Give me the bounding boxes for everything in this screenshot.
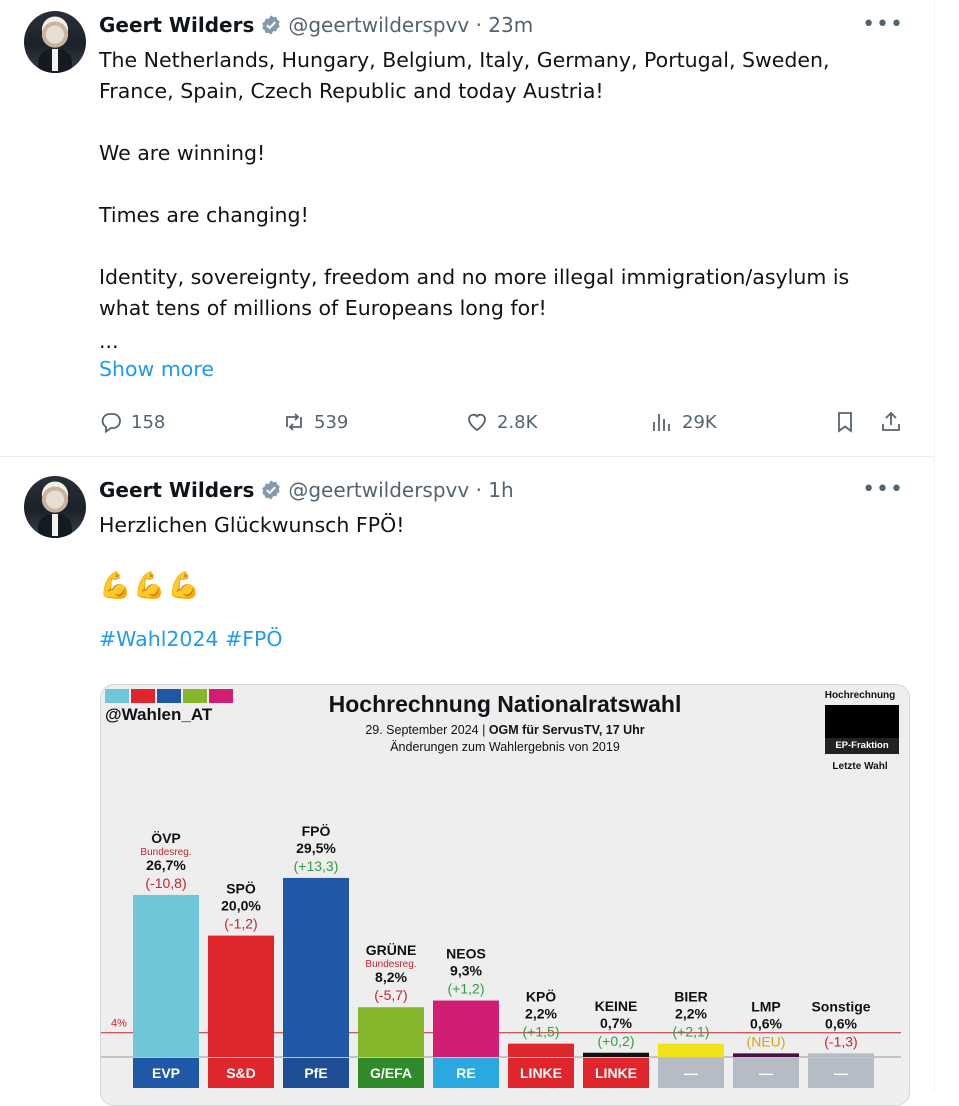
party-label: SPÖ xyxy=(226,880,256,897)
author-handle[interactable]: @geertwilderspvv xyxy=(288,13,470,37)
threshold-label: 4% xyxy=(111,1017,127,1030)
bar xyxy=(283,878,349,1057)
verified-badge-icon xyxy=(260,479,282,501)
tweet-media-chart[interactable] xyxy=(100,684,910,1106)
tweet-paragraph: Herzlichen Glückwunsch FPÖ! xyxy=(99,513,405,537)
avatar[interactable] xyxy=(24,11,86,73)
bar xyxy=(733,1053,799,1057)
view-count: 29K xyxy=(682,411,717,433)
legend-last-election: Letzte Wahl xyxy=(832,761,888,772)
value-label: 8,2% xyxy=(375,969,407,986)
value-label: 2,2% xyxy=(675,1005,707,1022)
more-icon[interactable]: ••• xyxy=(862,12,904,37)
value-label: 9,3% xyxy=(450,962,482,979)
bar xyxy=(808,1053,874,1057)
like-button[interactable] xyxy=(465,404,537,440)
tweet-paragraph: The Netherlands, Hungary, Belgium, Italy, Germany, Portugal, Sweden, France, Spain, Czech Republic and today Austria! xyxy=(99,48,830,103)
change-label: (+1,2) xyxy=(447,980,485,997)
party-label: BIER xyxy=(674,988,708,1005)
value-label: 0,7% xyxy=(600,1014,632,1031)
bookmark-button[interactable] xyxy=(833,404,865,440)
value-label: 0,6% xyxy=(825,1015,857,1032)
value-label: 2,2% xyxy=(525,1005,557,1022)
group-label: RE xyxy=(456,1065,476,1081)
group-label: S&D xyxy=(226,1065,256,1081)
party-label: ÖVP xyxy=(151,829,181,846)
flexed-biceps-emoji: 💪💪💪 xyxy=(99,571,203,601)
change-label: (+2,1) xyxy=(672,1023,710,1040)
share-button[interactable] xyxy=(879,404,911,440)
change-label: (-1,3) xyxy=(824,1033,858,1050)
party-label: LMP xyxy=(751,998,781,1015)
change-label: (-10,8) xyxy=(145,874,187,891)
repost-count: 539 xyxy=(314,411,349,433)
value-label: 20,0% xyxy=(221,897,261,914)
hashtags[interactable]: #Wahl2024 #FPÖ xyxy=(99,627,283,651)
like-count: 2.8K xyxy=(497,411,538,433)
reply-icon xyxy=(99,410,123,434)
change-label: (+1,5) xyxy=(522,1023,560,1040)
bookmark-icon xyxy=(833,410,857,434)
group-label: — xyxy=(684,1065,698,1081)
group-label: PfE xyxy=(304,1065,328,1081)
bar xyxy=(433,1001,499,1057)
chart-note: Änderungen zum Wahlergebnis von 2019 xyxy=(390,740,620,754)
party-label: KPÖ xyxy=(525,988,557,1005)
tweet-actions xyxy=(99,404,909,440)
group-label: — xyxy=(759,1065,773,1081)
tweet-paragraph: Times are changing! xyxy=(99,203,309,227)
chart-title: Hochrechnung Nationalratswahl xyxy=(328,691,682,717)
heart-icon xyxy=(465,410,489,434)
change-label: (NEU) xyxy=(746,1033,786,1050)
party-label: KEINE xyxy=(594,997,638,1014)
tweet-text xyxy=(99,510,879,655)
share-icon xyxy=(879,410,903,434)
bar xyxy=(508,1044,574,1057)
repost-button[interactable] xyxy=(282,404,348,440)
group-label: — xyxy=(834,1065,848,1081)
reply-button[interactable] xyxy=(99,404,165,440)
tweet-paragraph: We are winning! xyxy=(99,141,266,165)
bar xyxy=(358,1007,424,1057)
author-name[interactable]: Geert Wilders xyxy=(99,478,255,502)
tweet-header xyxy=(99,10,533,40)
change-label: (+13,3) xyxy=(293,857,339,874)
change-label: (-5,7) xyxy=(374,987,408,1004)
tweet[interactable] xyxy=(0,0,934,457)
legend-ep-group: EP-Fraktion xyxy=(825,738,899,754)
tweet-paragraph: Identity, sovereignty, freedom and no more illegal immigration/asylum is what tens of millions of Europeans long for! xyxy=(99,265,850,320)
reply-count: 158 xyxy=(131,411,166,433)
more-icon[interactable]: ••• xyxy=(862,477,904,502)
value-label: 0,6% xyxy=(750,1015,782,1032)
group-label: EVP xyxy=(151,1065,181,1081)
bar-chart xyxy=(101,685,909,1105)
tweet-header xyxy=(99,475,514,505)
verified-badge-icon xyxy=(260,14,282,36)
party-label: Sonstige xyxy=(811,998,871,1015)
show-more-link[interactable]: Show more xyxy=(99,357,214,381)
note-label: Bundesreg. xyxy=(140,846,192,858)
change-label: (-1,2) xyxy=(224,915,258,932)
dot-separator: · xyxy=(469,13,489,37)
bar xyxy=(133,895,199,1057)
party-label: GRÜNE xyxy=(365,942,417,959)
tweet-text xyxy=(99,45,879,385)
tweet-time[interactable]: 23m xyxy=(488,13,534,37)
chart-separator: | xyxy=(482,723,489,737)
group-label: LINKE xyxy=(520,1065,562,1081)
repost-icon xyxy=(282,410,306,434)
value-label: 29,5% xyxy=(296,839,336,856)
chart-date: 29. September 2024 xyxy=(365,723,479,737)
chart-brand: @Wahlen_AT xyxy=(105,705,213,724)
avatar[interactable] xyxy=(24,476,86,538)
change-label: (+0,2) xyxy=(597,1032,635,1049)
views-icon xyxy=(650,410,674,434)
group-label: LINKE xyxy=(595,1065,637,1081)
chart-source: OGM für ServusTV, 17 Uhr xyxy=(488,723,645,737)
author-handle[interactable]: @geertwilderspvv xyxy=(288,478,470,502)
dot-separator: · xyxy=(469,478,489,502)
legend-projection: Hochrechnung xyxy=(824,690,896,701)
party-label: NEOS xyxy=(446,945,486,962)
tweet-time[interactable]: 1h xyxy=(488,478,514,502)
bar xyxy=(658,1044,724,1057)
party-label: FPÖ xyxy=(301,822,331,839)
value-label: 26,7% xyxy=(146,856,186,873)
views-button[interactable] xyxy=(650,404,717,440)
author-name[interactable]: Geert Wilders xyxy=(99,13,255,37)
note-label: Bundesreg. xyxy=(365,959,417,971)
group-label: G/EFA xyxy=(369,1065,413,1081)
bar xyxy=(583,1053,649,1057)
tweet-ellipsis: ... xyxy=(99,329,119,353)
bar xyxy=(208,936,274,1057)
